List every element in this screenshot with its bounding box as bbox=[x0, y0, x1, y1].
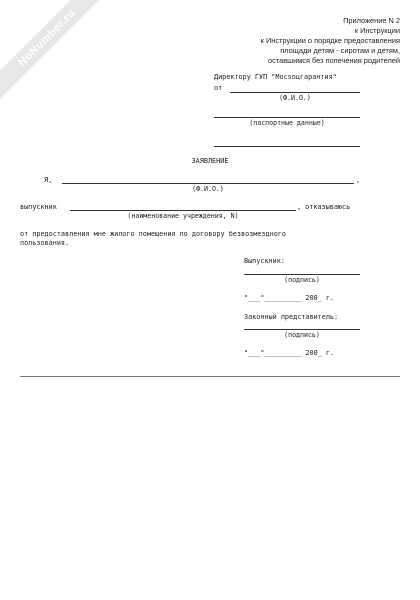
graduate-signature-line[interactable] bbox=[244, 274, 360, 275]
appendix-orphans: площади детям - сиротам и детям, bbox=[280, 46, 400, 55]
graduate-signature-caption: (подпись) bbox=[284, 276, 320, 284]
passport-caption: (паспортные данные) bbox=[249, 119, 325, 127]
guardian-signature-caption: (подпись) bbox=[284, 331, 320, 339]
watermark-text: NoNumber.ru bbox=[16, 7, 78, 69]
graduate-sign-label: Выпускник: bbox=[244, 257, 285, 265]
applicant-fio-caption: (Ф.И.О.) bbox=[192, 185, 224, 193]
appendix-instruction: к Инструкции о порядке предоставления bbox=[260, 36, 400, 45]
guardian-signature-line[interactable] bbox=[244, 329, 360, 330]
institution-caption: (наименование учреждения, N) bbox=[127, 212, 239, 220]
institution-line[interactable] bbox=[70, 210, 296, 211]
appendix-parents: оставшимся без попечения родителей bbox=[268, 56, 400, 65]
addressee-director: Директору ГУП "Мосsoцгарантия" bbox=[214, 73, 337, 81]
addressee-from: от bbox=[214, 84, 223, 92]
paragraph-line-1: от предоставления мне жилого помещения по договору безвозмездного bbox=[20, 230, 286, 238]
applicant-fio-line[interactable] bbox=[62, 183, 354, 184]
i-label: Я, bbox=[44, 176, 53, 184]
passport-line[interactable] bbox=[214, 117, 360, 118]
appendix-ref: к Инструкции bbox=[354, 26, 400, 35]
refuse-text: , отказываюсь bbox=[297, 203, 351, 211]
paragraph-line-2: пользования. bbox=[20, 239, 70, 247]
page-title: ЗАЯВЛЕНИЕ bbox=[191, 157, 229, 165]
guardian-label: Законный представитель: bbox=[244, 313, 339, 321]
guardian-date: "___"_________ 200_ г. bbox=[244, 349, 335, 357]
watermark-ribbon bbox=[0, 0, 114, 105]
graduate-label: выпускник bbox=[20, 203, 57, 211]
appendix-number: Приложение N 2 bbox=[343, 16, 400, 25]
passport-line-2[interactable] bbox=[214, 146, 360, 147]
addressee-fio-caption: (Ф.И.О.) bbox=[279, 94, 311, 102]
applicant-comma: , bbox=[356, 176, 361, 184]
from-fio-line[interactable] bbox=[230, 92, 360, 93]
graduate-date: "___"_________ 200_ г. bbox=[244, 294, 335, 302]
bottom-divider bbox=[20, 376, 400, 377]
